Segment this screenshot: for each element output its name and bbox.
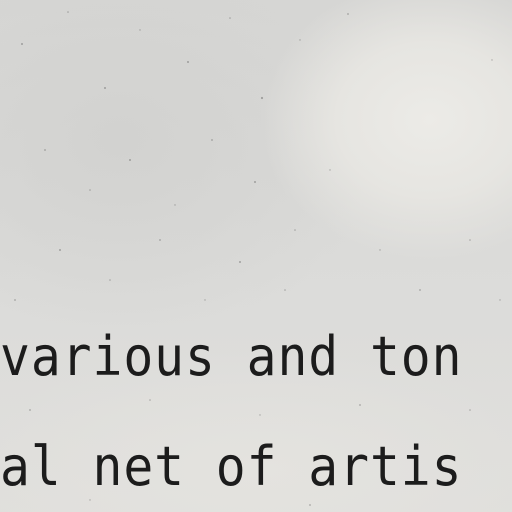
text-line-2: al net of artis (0, 435, 463, 498)
text-line-1: various and ton (0, 325, 463, 388)
